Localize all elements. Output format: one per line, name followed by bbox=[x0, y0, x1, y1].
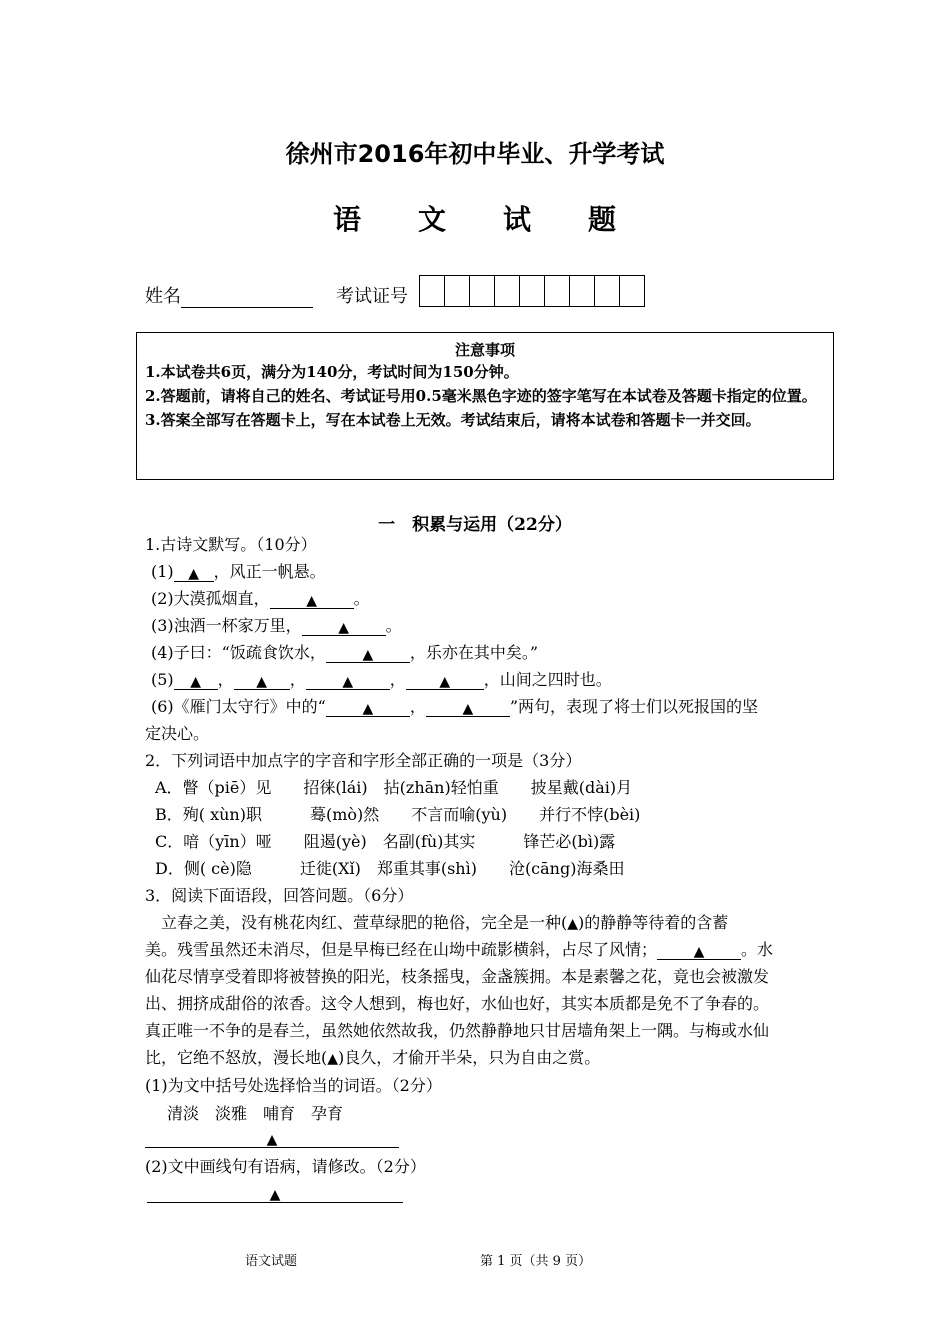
triangle-icon: ▲ bbox=[190, 674, 202, 690]
q3-para-line: 出、拥挤成甜俗的浓香。这令人想到，梅也好，水仙也好，其实本质都是免不了争春的。 bbox=[145, 994, 770, 1013]
q2-option-a: A．瞥（piē）见 招徕(lái) 拈(zhān)轻怕重 披星戴(dài)月 bbox=[155, 778, 633, 797]
q2-stem: 2．下列词语中加点字的字音和字形全部正确的一项是（3分） bbox=[145, 751, 582, 770]
exam-title: 徐州市2016年初中毕业、升学考试 bbox=[285, 140, 665, 168]
answer-blank[interactable] bbox=[406, 671, 484, 690]
q1-line-1 bbox=[151, 562, 326, 582]
triangle-icon: ▲ bbox=[327, 1051, 339, 1067]
answer-blank[interactable] bbox=[174, 563, 214, 582]
subject-title bbox=[0, 198, 950, 238]
triangle-icon: ▲ bbox=[567, 916, 579, 932]
q1-text: ”两句，表现了将士们以死报国的坚 bbox=[509, 697, 759, 716]
notice-title: 注意事项 bbox=[454, 341, 515, 359]
q3-sub2-answer bbox=[147, 1183, 403, 1203]
q3-text: 立春之美，没有桃花肉红、萱草绿肥的艳俗，完全是一种( bbox=[145, 913, 568, 932]
q3-sub2: (2)文中画线句有语病，请修改。（2分） bbox=[145, 1157, 426, 1176]
id-digit-box[interactable] bbox=[494, 275, 520, 307]
q3-para-line bbox=[145, 913, 728, 934]
q1-line-6-cont: 定决心。 bbox=[145, 724, 210, 743]
name-row bbox=[145, 282, 313, 308]
q3-sub1-answer bbox=[145, 1128, 399, 1148]
q2-option-c: C．喑（yīn）哑 阻遏(yè) 名副(fù)其实 锋芒必(bì)露 bbox=[155, 832, 616, 851]
q1-text: ， bbox=[217, 670, 234, 689]
page-number: 第 1 页（共 9 页） bbox=[480, 1254, 592, 1269]
answer-blank[interactable] bbox=[234, 671, 290, 690]
answer-blank[interactable] bbox=[306, 671, 390, 690]
q3-text: )的静静等待着的含蓄 bbox=[578, 913, 729, 932]
notice-item: 2.答题前，请将自己的姓名、考试证号用0.5毫米黑色字迹的签字笔写在本试卷及答题卡指定的位置。 bbox=[145, 387, 817, 405]
subject-char: 语 bbox=[332, 203, 362, 236]
triangle-icon: ▲ bbox=[266, 1132, 278, 1148]
q3-text: 比，它绝不怒放，漫长地( bbox=[145, 1048, 328, 1067]
q1-stem: 1.古诗文默写。（10分） bbox=[145, 535, 317, 554]
q2-option-d: D．侧( cè)隐 迁徙(Xǐ) 郑重其事(shì) 沧(cāng)海桑田 bbox=[155, 859, 625, 878]
q3-para-line: 真正唯一不争的是春兰，虽然她依然故我，仍然静静地只甘居墙角架上一隅。与梅或水仙 bbox=[145, 1021, 770, 1040]
q1-text: (6)《雁门太守行》中的“ bbox=[151, 697, 326, 716]
q2-option-b: B．殉( xùn)职 蓦(mò)然 不言而喻(yù) 并行不悖(bèi) bbox=[155, 805, 641, 824]
q1-text: (3)浊酒一杯家万里， bbox=[151, 616, 302, 635]
id-digit-box[interactable] bbox=[419, 275, 445, 307]
subject-char: 文 bbox=[417, 203, 447, 236]
id-digit-box[interactable] bbox=[444, 275, 470, 307]
q1-text: (5) bbox=[151, 670, 174, 689]
answer-blank[interactable] bbox=[174, 671, 218, 690]
subject-char: 试 bbox=[503, 203, 533, 236]
q1-text: ， bbox=[289, 670, 306, 689]
triangle-icon: ▲ bbox=[342, 674, 354, 690]
q1-line-2 bbox=[151, 589, 370, 609]
answer-blank[interactable] bbox=[657, 941, 741, 960]
triangle-icon: ▲ bbox=[269, 1187, 281, 1203]
section-title: 一 积累与运用（22分） bbox=[378, 515, 572, 535]
q1-text: (2)大漠孤烟直， bbox=[151, 589, 270, 608]
triangle-icon: ▲ bbox=[362, 701, 374, 717]
triangle-icon: ▲ bbox=[256, 674, 268, 690]
triangle-icon: ▲ bbox=[362, 647, 374, 663]
id-digit-box[interactable] bbox=[619, 275, 645, 307]
q3-choices: 清淡 淡雅 哺育 孕育 bbox=[167, 1104, 344, 1123]
id-label: 考试证号 bbox=[336, 286, 408, 307]
q3-text: 。水 bbox=[741, 940, 774, 959]
q1-text: 。 bbox=[353, 589, 370, 608]
q1-text: ， bbox=[409, 697, 426, 716]
answer-blank[interactable] bbox=[326, 698, 410, 717]
id-digit-box[interactable] bbox=[544, 275, 570, 307]
q1-line-6 bbox=[151, 697, 758, 717]
notice-item: 3.答案全部写在答题卡上，写在本试卷上无效。考试结束后，请将本试卷和答题卡一并交回。 bbox=[145, 411, 761, 429]
answer-blank[interactable] bbox=[147, 1184, 403, 1203]
q3-text: )良久，才偷开半朵，只为自由之赏。 bbox=[338, 1048, 601, 1067]
id-digit-box[interactable] bbox=[594, 275, 620, 307]
answer-blank[interactable] bbox=[326, 644, 410, 663]
triangle-icon: ▲ bbox=[462, 701, 474, 717]
subject-char: 题 bbox=[588, 203, 618, 236]
answer-blank[interactable] bbox=[302, 617, 386, 636]
answer-blank[interactable] bbox=[270, 590, 354, 609]
q3-para-line bbox=[145, 1048, 600, 1069]
id-number-boxes[interactable] bbox=[420, 275, 645, 307]
q1-text: (4)子曰：“饭疏食饮水， bbox=[151, 643, 326, 662]
name-field[interactable] bbox=[181, 289, 313, 308]
q3-stem: 3．阅读下面语段，回答问题。（6分） bbox=[145, 886, 414, 905]
name-label: 姓名 bbox=[145, 286, 181, 307]
q1-text: ，山间之四时也。 bbox=[483, 670, 612, 689]
q3-text: 美。残雪虽然还未消尽，但是早梅已经在山坳中疏影横斜，占尽了风情； bbox=[145, 940, 658, 959]
answer-blank[interactable] bbox=[145, 1129, 399, 1148]
triangle-icon: ▲ bbox=[439, 674, 451, 690]
q1-line-3 bbox=[151, 616, 402, 636]
q1-text: 。 bbox=[385, 616, 402, 635]
q1-line-4 bbox=[151, 643, 538, 663]
id-digit-box[interactable] bbox=[519, 275, 545, 307]
q1-text: ，风正一帆悬。 bbox=[213, 562, 326, 581]
answer-blank[interactable] bbox=[426, 698, 510, 717]
id-digit-box[interactable] bbox=[469, 275, 495, 307]
triangle-icon: ▲ bbox=[338, 620, 350, 636]
footer-left: 语文试题 bbox=[245, 1254, 298, 1269]
triangle-icon: ▲ bbox=[188, 566, 200, 582]
q3-para-line: 仙花尽情享受着即将被替换的阳光，枝条摇曳，金盏簇拥。本是素馨之花，竟也会被激发 bbox=[145, 967, 770, 986]
q1-text: ， bbox=[389, 670, 406, 689]
id-digit-box[interactable] bbox=[569, 275, 595, 307]
notice-item: 1.本试卷共6页，满分为140分，考试时间为150分钟。 bbox=[145, 363, 519, 381]
q3-para-line bbox=[145, 940, 773, 960]
q1-text: (1) bbox=[151, 562, 174, 581]
notice-box bbox=[136, 332, 834, 480]
q3-sub1: (1)为文中括号处选择恰当的词语。（2分） bbox=[145, 1076, 442, 1095]
q1-line-5 bbox=[151, 670, 612, 690]
triangle-icon: ▲ bbox=[306, 593, 318, 609]
q1-text: ，乐亦在其中矣。” bbox=[409, 643, 539, 662]
triangle-icon: ▲ bbox=[693, 944, 705, 960]
